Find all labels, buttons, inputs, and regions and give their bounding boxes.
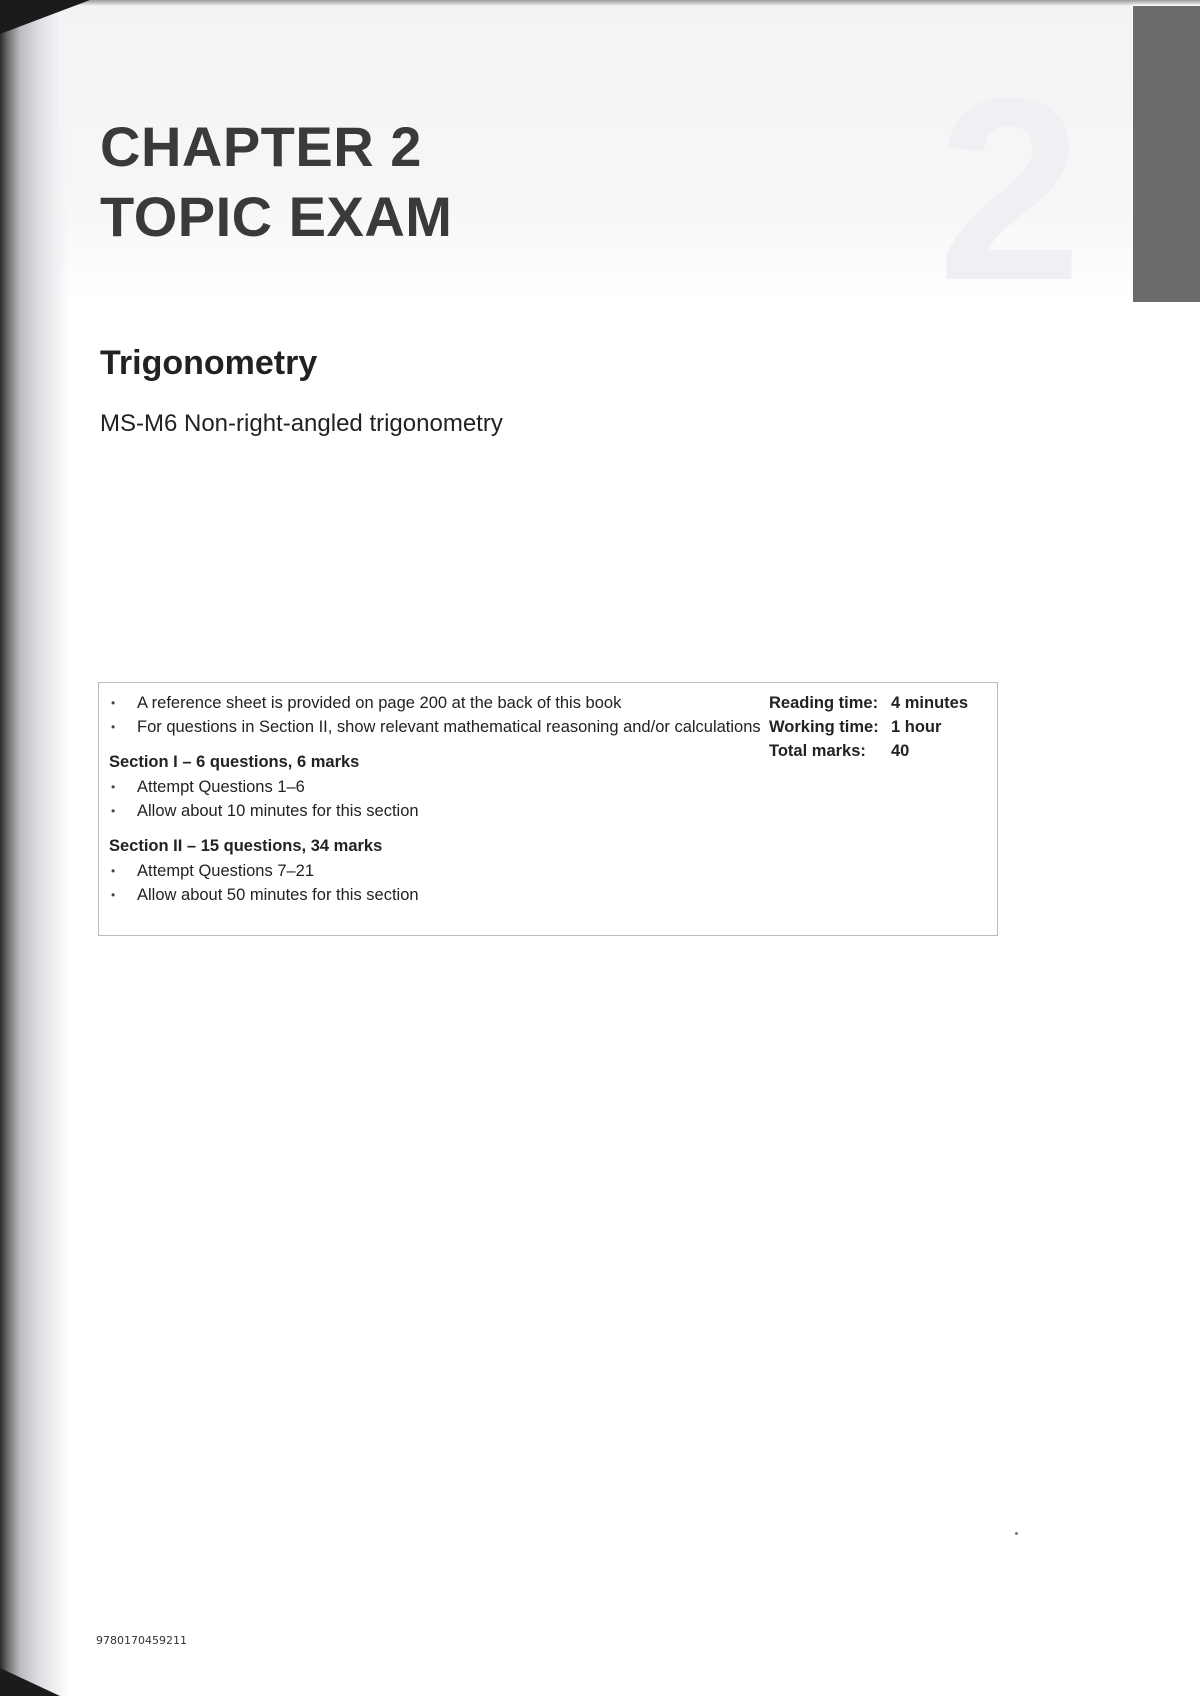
total-marks-value: 40: [891, 742, 910, 760]
general-instructions: [109, 691, 769, 739]
binding-shadow: [0, 0, 70, 1696]
section-1-items: [109, 775, 769, 823]
page-corner-bottom: [0, 1668, 60, 1696]
reading-time-row: [769, 691, 968, 715]
general-instruction-item: • A reference sheet is provided on page 200 at the back of this book: [109, 691, 769, 715]
reading-time-value: 4 minutes: [891, 694, 969, 712]
section-2-heading: Section II – 15 questions, 34 marks: [109, 837, 383, 855]
section-2-items: [109, 859, 769, 907]
total-marks-row: [769, 739, 968, 763]
page-corner-top: [0, 0, 90, 34]
working-time-label: Working time:: [769, 718, 879, 736]
chapter-title-line2: TOPIC EXAM: [100, 185, 453, 248]
section-1-heading: Section I – 6 questions, 6 marks: [109, 753, 360, 771]
syllabus-outcome: MS-M6 Non-right-angled trigonometry: [100, 410, 503, 437]
chapter-title-line1: CHAPTER 2: [100, 115, 422, 178]
section-2-item: • Attempt Questions 7–21: [109, 859, 769, 883]
section-1-item: • Allow about 10 minutes for this section: [109, 799, 769, 823]
isbn-number: 9780170459211: [96, 1634, 187, 1647]
page-top-edge: [0, 0, 1200, 6]
section-1-item: • Attempt Questions 1–6: [109, 775, 769, 799]
scan-speck: [1015, 1532, 1018, 1535]
chapter-title: [100, 112, 452, 252]
total-marks-label: Total marks:: [769, 742, 866, 760]
instructions-left-column: [109, 691, 769, 907]
working-time-value: 1 hour: [891, 718, 942, 736]
exam-instructions-box: [98, 682, 998, 936]
general-instruction-item: • For questions in Section II, show relevant mathematical reasoning and/or calculations: [109, 715, 769, 739]
chapter-number-watermark: 2: [937, 45, 1082, 335]
section-2-item: • Allow about 50 minutes for this section: [109, 883, 769, 907]
working-time-row: [769, 715, 968, 739]
topic-title: Trigonometry: [100, 344, 318, 382]
timing-column: [769, 691, 968, 763]
chapter-side-tab: [1133, 6, 1200, 302]
reading-time-label: Reading time:: [769, 694, 879, 712]
